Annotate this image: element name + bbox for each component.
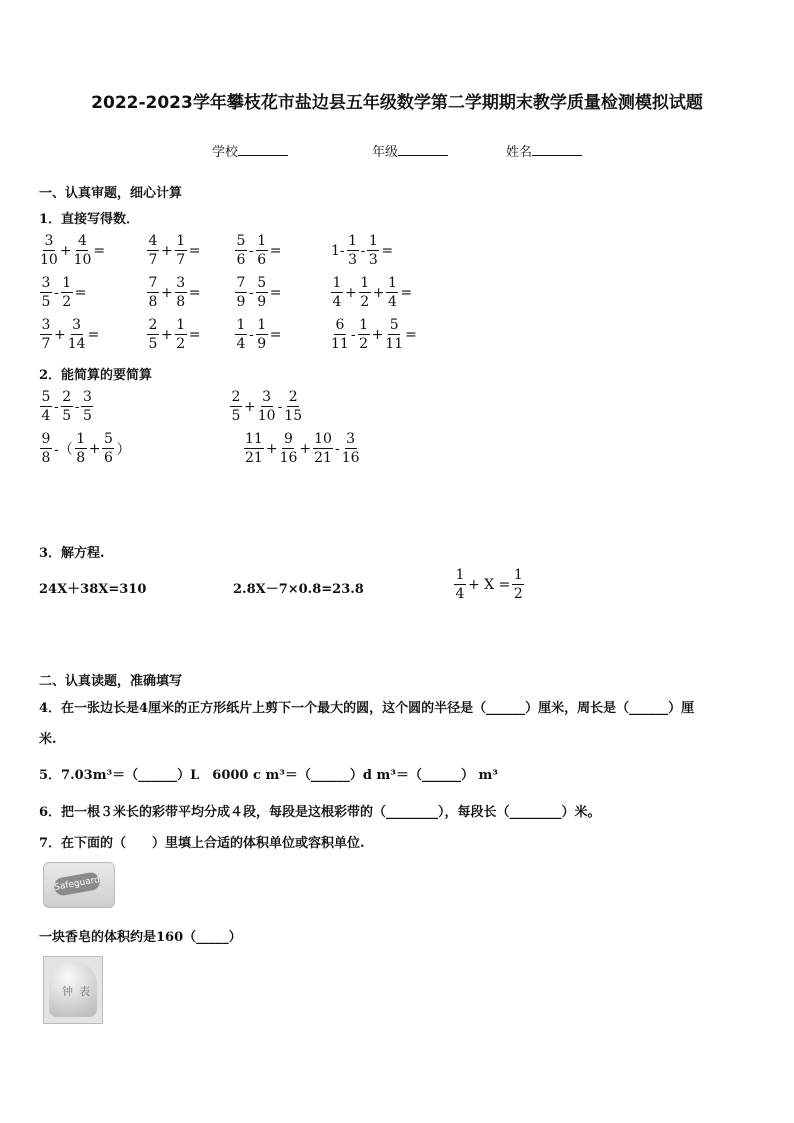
operator: -: [277, 398, 283, 415]
denominator: 2: [176, 336, 186, 352]
numerator: 1: [62, 275, 72, 291]
fraction: [367, 234, 379, 267]
denominator: 9: [257, 336, 267, 352]
operator: =: [269, 242, 282, 259]
fraction: [147, 276, 159, 309]
numerator: 2: [62, 389, 72, 405]
denominator: 4: [41, 408, 51, 424]
q2-expression: [229, 390, 303, 423]
q1-expression: [330, 234, 394, 267]
denominator: 8: [41, 450, 51, 466]
operator: -: [334, 440, 340, 457]
operator: =: [93, 242, 106, 259]
numerator: 3: [176, 275, 186, 291]
fraction: [40, 234, 58, 267]
fraction: [256, 318, 268, 351]
fraction: [74, 234, 92, 267]
operator: +: [299, 440, 312, 457]
operator: =: [87, 326, 100, 343]
helmet-image: [43, 956, 103, 1024]
fraction: [175, 234, 187, 267]
denominator: 16: [341, 450, 360, 466]
fraction: [331, 318, 349, 351]
denominator: 21: [245, 450, 263, 466]
denominator: 2: [513, 586, 523, 602]
equation-3-expr: [453, 568, 525, 601]
denominator: 5: [83, 408, 92, 424]
fraction: [512, 568, 524, 601]
equation-1: 24X＋38X=310: [39, 582, 147, 597]
denominator: 4: [332, 294, 342, 310]
numerator: 3: [262, 389, 272, 405]
numerator: 1: [513, 567, 523, 583]
q1-expression: [234, 234, 282, 267]
numerator: 3: [44, 233, 54, 249]
denominator: 9: [257, 294, 267, 310]
equation-2: 2.8X－7×0.8=23.8: [233, 582, 364, 597]
denominator: 7: [176, 252, 186, 268]
operator: +: [265, 440, 278, 457]
numerator: 1: [176, 233, 186, 249]
numerator: 1: [236, 317, 246, 333]
operator: +: [161, 242, 173, 259]
question-4: 4．在一张边长是4厘米的正方形纸片上剪下一个最大的圆，这个圆的半径是（______）厘米，周长是（______）厘: [39, 701, 695, 716]
operator: -: [54, 398, 59, 415]
operator: =: [405, 326, 417, 343]
question-7: 7．在下面的（ ）里填上合适的体积单位或容积单位.: [39, 836, 365, 851]
numerator: 3: [83, 389, 92, 405]
fraction: [68, 318, 86, 351]
operator: =: [188, 326, 201, 343]
numerator: 1: [348, 233, 358, 249]
numerator: 3: [346, 431, 356, 447]
numerator: 10: [314, 431, 332, 447]
operator: -（: [54, 441, 73, 458]
q1-expression: [234, 276, 282, 309]
denominator: 3: [368, 252, 378, 268]
grade-field: [372, 141, 448, 160]
fraction: [75, 432, 87, 465]
numerator: 1: [388, 275, 397, 291]
soap-image: [43, 862, 115, 908]
denominator: 2: [360, 294, 370, 310]
numerator: 7: [236, 275, 246, 291]
numerator: 5: [257, 275, 267, 291]
numerator: 4: [148, 233, 158, 249]
q2-expression: [39, 432, 131, 465]
numerator: 9: [284, 431, 293, 447]
denominator: 5: [231, 408, 241, 424]
denominator: 2: [359, 336, 369, 352]
numerator: 1: [257, 317, 267, 333]
denominator: 7: [148, 252, 158, 268]
numerator: 1: [332, 275, 342, 291]
question-3: 3．解方程.: [39, 546, 105, 561]
fraction: [256, 234, 268, 267]
q1-expression: [146, 276, 201, 309]
numerator: 2: [231, 389, 241, 405]
fraction: [175, 318, 187, 351]
numerator: 5: [104, 431, 113, 447]
numerator: 9: [41, 431, 51, 447]
denominator: 10: [73, 252, 92, 268]
fraction: [347, 234, 359, 267]
numerator: 4: [78, 233, 87, 249]
numerator: 3: [41, 317, 51, 333]
numerator: 3: [41, 275, 51, 291]
operator: =: [188, 242, 201, 259]
fraction: [40, 390, 52, 423]
denominator: 14: [67, 336, 86, 352]
denominator: 8: [76, 450, 86, 466]
numerator: 1: [176, 317, 186, 333]
soap-logo: Safeguard: [53, 871, 101, 897]
operator: +: [371, 326, 384, 343]
numerator: 1: [360, 275, 370, 291]
section-1-heading: 一、认真审题，细心计算: [39, 186, 183, 201]
numerator: 5: [41, 389, 51, 405]
fraction: [256, 276, 268, 309]
operator: +: [372, 284, 385, 301]
fraction: [102, 432, 114, 465]
fraction: [175, 276, 187, 309]
name-field: [506, 141, 582, 160]
denominator: 8: [148, 294, 158, 310]
numerator: 7: [148, 275, 158, 291]
q1-expression: [39, 276, 87, 309]
denominator: 7: [41, 336, 51, 352]
operator: -: [249, 284, 254, 301]
denominator: 15: [284, 408, 303, 424]
q1-expression: [39, 234, 106, 267]
operator: -: [74, 398, 80, 415]
fraction: [61, 390, 73, 423]
denominator: 8: [176, 294, 186, 310]
numerator: 3: [72, 317, 82, 333]
fraction: [313, 432, 333, 465]
fraction: [258, 390, 276, 423]
denominator: 11: [385, 336, 404, 352]
fraction: [244, 432, 264, 465]
operator: -: [360, 242, 366, 259]
numerator: 1: [455, 567, 465, 583]
section-2-heading: 二、认真读题，准确填写: [39, 674, 183, 689]
denominator: 5: [148, 336, 158, 352]
fraction: [147, 234, 159, 267]
numerator: 1: [76, 431, 86, 447]
denominator: 5: [62, 408, 72, 424]
helmet-text: 钟表: [62, 985, 96, 998]
fraction: [385, 318, 403, 351]
operator: =: [400, 284, 413, 301]
numerator: 5: [389, 317, 399, 333]
grade-label: 年级: [372, 145, 399, 160]
numerator: 5: [236, 233, 246, 249]
fraction: [284, 390, 302, 423]
fraction: [280, 432, 298, 465]
denominator: 6: [104, 450, 113, 466]
denominator: 11: [331, 336, 349, 352]
operator: =: [74, 284, 87, 301]
fraction: [454, 568, 466, 601]
school-blank[interactable]: [238, 143, 288, 156]
denominator: 5: [41, 294, 51, 310]
question-1: 1．直接写得数．: [39, 212, 140, 227]
fraction: [40, 276, 52, 309]
fraction: [386, 276, 398, 309]
denominator: 21: [314, 450, 332, 466]
question-4-cont: 米.: [39, 732, 57, 747]
fraction: [40, 432, 52, 465]
q2-expression: [39, 390, 94, 423]
denominator: 3: [348, 252, 358, 268]
name-label: 姓名: [506, 145, 533, 160]
question-7-soap: 一块香皂的体积约是160（_____）: [39, 930, 242, 945]
numerator: 11: [245, 431, 263, 447]
operator: -: [249, 326, 254, 343]
name-blank[interactable]: [532, 143, 582, 156]
page-title: 2022-2023学年攀枝花市盐边县五年级数学第二学期期末教学质量检测模拟试题: [91, 93, 703, 113]
fraction: [342, 432, 360, 465]
fraction: [230, 390, 242, 423]
operator: -: [54, 284, 59, 301]
denominator: 10: [257, 408, 276, 424]
fraction: [81, 390, 93, 423]
fraction: [331, 276, 343, 309]
school-label: 学校: [212, 145, 239, 160]
operator: +: [59, 242, 72, 259]
operator: -: [249, 242, 254, 259]
denominator: 6: [236, 252, 246, 268]
fraction: [359, 276, 371, 309]
numerator: 6: [335, 317, 345, 333]
numerator: 1: [257, 233, 267, 249]
fraction: [235, 276, 247, 309]
q1-expression: [330, 276, 413, 309]
numerator: 2: [148, 317, 158, 333]
fraction: [235, 234, 247, 267]
denominator: 10: [40, 252, 58, 268]
question-6: 6．把一根３米长的彩带平均分成４段，每段是这根彩带的（________），每段长（________）米。: [39, 805, 601, 820]
grade-blank[interactable]: [398, 143, 448, 156]
numerator: 1: [359, 317, 369, 333]
denominator: 4: [455, 586, 465, 602]
q1-expression: [146, 234, 201, 267]
fraction: [147, 318, 159, 351]
fraction: [61, 276, 73, 309]
operator: +: [88, 440, 101, 457]
q1-expression: [234, 318, 282, 351]
school-field: [212, 141, 288, 160]
question-2: 2．能简算的要简算: [39, 368, 153, 383]
operator: =: [269, 326, 282, 343]
fraction: [358, 318, 370, 351]
denominator: 6: [257, 252, 267, 268]
denominator: 4: [388, 294, 397, 310]
operator: =: [381, 242, 394, 259]
operator: -: [350, 326, 356, 343]
numerator: 2: [288, 389, 298, 405]
denominator: 2: [62, 294, 72, 310]
operator: ）: [116, 441, 131, 458]
operator: +: [345, 284, 357, 301]
operator: +: [244, 398, 256, 415]
q1-expression: [330, 318, 418, 351]
operator: + X =: [468, 576, 511, 593]
q1-expression: [39, 318, 100, 351]
numerator: 1: [368, 233, 378, 249]
operator: +: [161, 284, 173, 301]
q1-expression: [146, 318, 201, 351]
operator: 1-: [331, 242, 345, 259]
question-5: 5．7.03m³＝（______）L 6000 c m³＝（______）d m³＝（______） m³: [39, 768, 498, 783]
denominator: 4: [236, 336, 246, 352]
operator: +: [54, 326, 66, 343]
denominator: 9: [236, 294, 246, 310]
fraction: [40, 318, 52, 351]
operator: =: [188, 284, 201, 301]
operator: +: [161, 326, 173, 343]
operator: =: [269, 284, 282, 301]
fraction: [235, 318, 247, 351]
denominator: 16: [279, 450, 298, 466]
q2-expression: [243, 432, 361, 465]
